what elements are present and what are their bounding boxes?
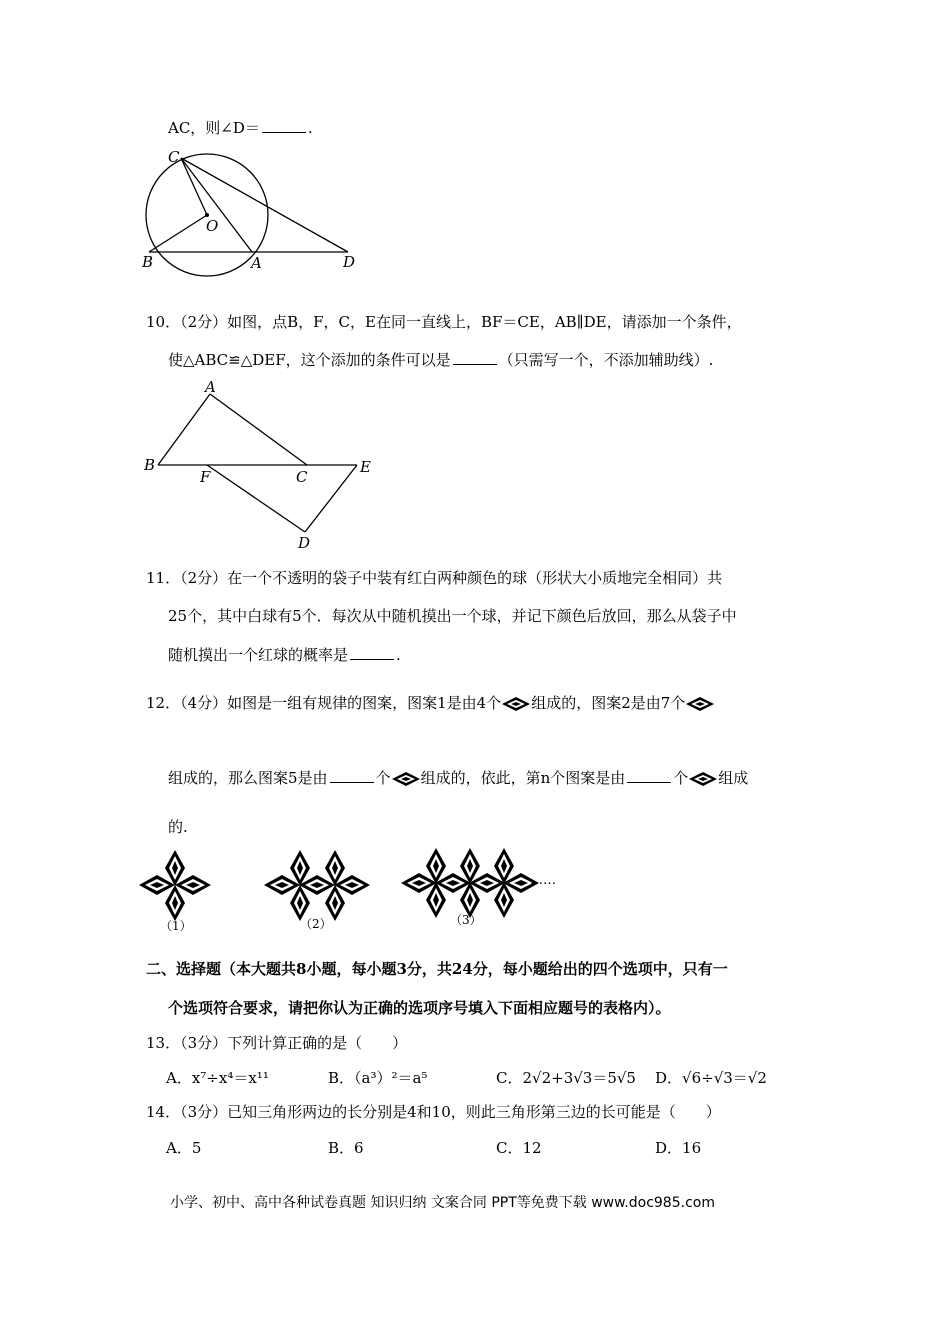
label-e: E [360,458,371,476]
q12-line2: 组成的，那么图案5是由 个 组成的，依此，第n个图案是由 个 组成 [168,769,749,787]
pattern-3 [401,848,539,918]
q11-answer-blank[interactable] [350,645,394,660]
q14-option-a[interactable]: A．5 [166,1139,202,1157]
pattern-label-3: （3） [450,913,482,927]
label-b: B [144,456,156,474]
label-c: C [296,468,308,486]
q13-option-b[interactable]: B．（a³）²＝a⁵ [328,1069,428,1087]
label-d: D [298,534,311,552]
pattern-2 [264,850,370,921]
q14-option-d[interactable]: D．16 [655,1139,702,1157]
pattern-label-1: （1） [160,919,192,933]
q9-tail: AC，则∠D＝ . [168,119,313,137]
diamond-icon [391,771,421,787]
label-f: F [200,468,211,486]
label-a: A [205,378,216,396]
section2-heading-line2: 个选项符合要求，请把你认为正确的选项序号填入下面相应题号的表格内）。 [168,999,671,1017]
q13-option-a[interactable]: A．x⁷÷x⁴＝x¹¹ [166,1069,269,1087]
diamond-icon [688,771,718,787]
diamond-icon [501,696,531,712]
q12-blank-2[interactable] [627,768,671,783]
q10-line1: 10．（2分）如图，点B，F，C，E在同一直线上，BF＝CE，AB∥DE，请添加一个条件， [146,313,742,331]
label-c: C [168,148,180,166]
q14-option-b[interactable]: B．6 [328,1139,364,1157]
q13-option-d[interactable]: D．√6÷√3＝√2 [655,1069,767,1087]
pattern-figures [140,850,580,935]
q12-line1: 12．（4分）如图是一组有规律的图案，图案1是由4个 组成的，图案2是由7个 [146,693,715,713]
q12-blank-1[interactable] [330,768,374,783]
figure-two-triangles [140,380,390,555]
q11-line3: 随机摸出一个红球的概率是 . [168,646,401,664]
pattern-1 [139,850,211,921]
q13-stem: 13．（3分）下列计算正确的是（ ） [146,1034,408,1052]
pattern-label-2: （2） [300,917,332,931]
section2-heading-line1: 二、选择题（本大题共8小题，每小题3分，共24分，每小题给出的四个选项中，只有一 [146,960,728,978]
figure-circle-triangle [140,145,370,275]
q12-line3: 的. [168,818,188,836]
q14-stem: 14．（3分）已知三角形两边的长分别是4和10，则此三角形第三边的长可能是（ ） [146,1103,721,1121]
q10-line2: 使△ABC≌△DEF，这个添加的条件可以是 （只需写一个，不添加辅助线）. [168,351,714,369]
pattern-ellipsis: …… [530,873,556,888]
label-d: D [343,253,356,271]
footer-text: 小学、初中、高中各种试卷真题 知识归纳 文案合同 PPT等免费下载 www.doc985.com [170,1195,715,1211]
q10-answer-blank[interactable] [453,350,497,365]
q11-line1: 11．（2分）在一个不透明的袋子中装有红白两种颜色的球（形状大小质地完全相同）共 [146,569,723,587]
label-b: B [142,253,154,271]
q9-answer-blank[interactable] [262,118,306,133]
label-o: O [206,217,219,235]
q13-option-c[interactable]: C．2√2+3√3＝5√5 [496,1069,636,1087]
diamond-icon [685,696,715,712]
label-a: A [251,254,262,272]
q11-line2: 25个，其中白球有5个．每次从中随机摸出一个球，并记下颜色后放回，那么从袋子中 [168,607,737,625]
q14-option-c[interactable]: C．12 [496,1139,542,1157]
